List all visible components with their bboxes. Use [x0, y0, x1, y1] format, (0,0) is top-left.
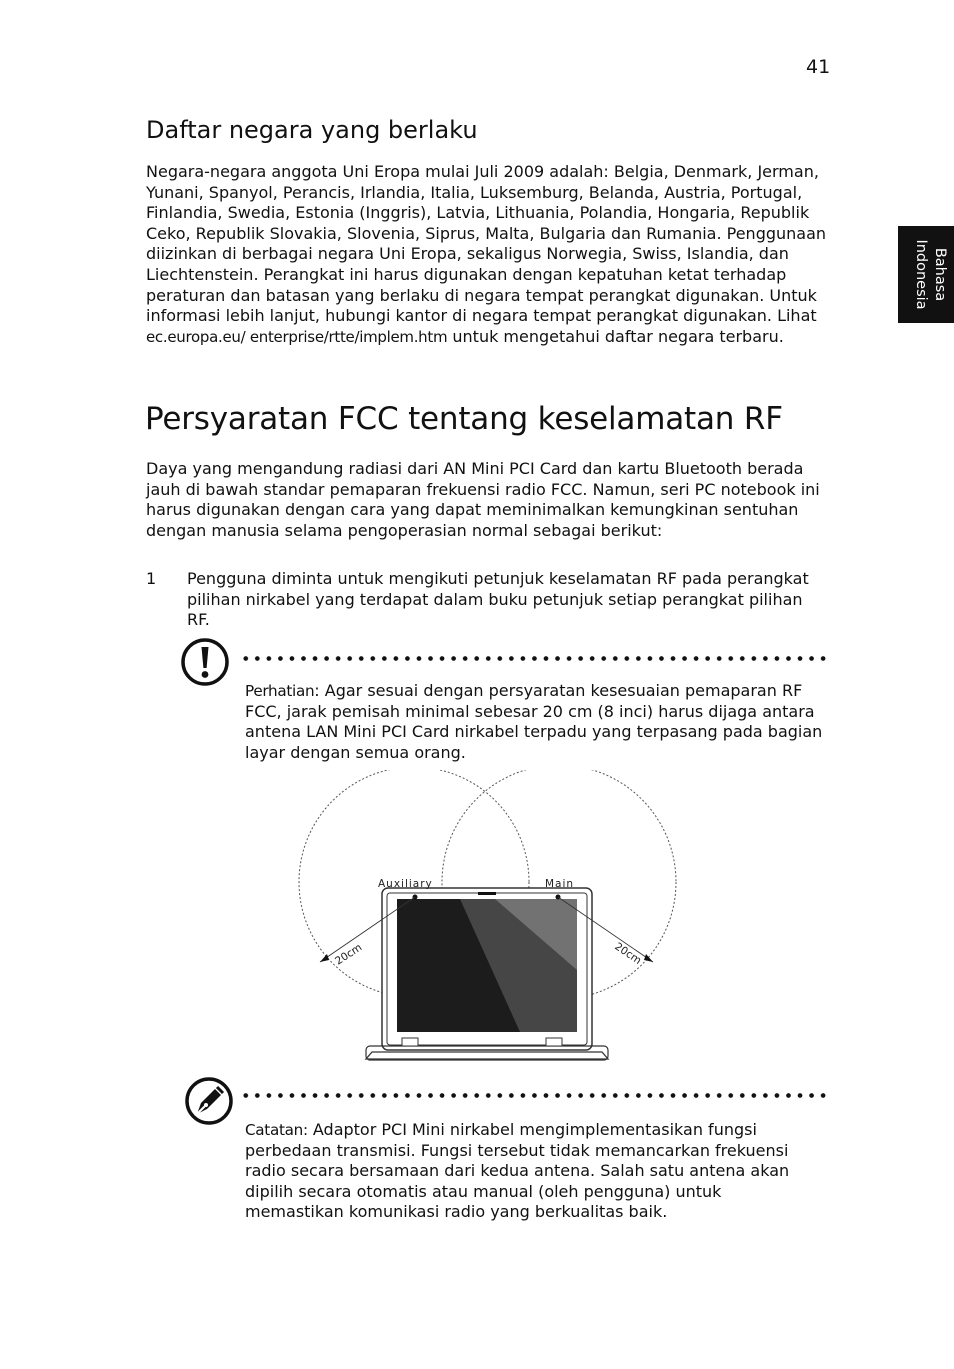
section-heading-countries: Daftar negara yang berlaku	[146, 116, 478, 144]
warning-label: Perhatian	[245, 682, 315, 700]
separator-dots	[240, 1093, 832, 1098]
separator-dots	[240, 656, 828, 661]
list-item-text: Pengguna diminta untuk mengikuti petunjuk keselamatan RF pada perangkat pilihan nirkabel yang terdapat dalam buku petunjuk setiap perangkat pilihan RF.	[187, 569, 809, 630]
countries-paragraph	[146, 162, 836, 347]
antenna-distance-diagram	[290, 770, 690, 1070]
language-side-tab	[898, 226, 954, 323]
section-heading-fcc: Persyaratan FCC tentang keselamatan RF	[145, 401, 783, 437]
warning-callout	[245, 681, 825, 763]
countries-text-end: untuk mengetahui daftar negara terbaru.	[447, 326, 784, 346]
main-label: Main	[545, 878, 575, 890]
note-callout	[245, 1120, 825, 1223]
exclamation-circle-icon	[180, 637, 230, 687]
pen-note-icon	[184, 1076, 234, 1126]
auxiliary-distance-label: 20cm	[333, 941, 365, 968]
eu-link[interactable]: ec.europa.eu/ enterprise/rtte/implem.htm	[146, 327, 448, 346]
main-distance-label: 20cm	[612, 940, 644, 967]
side-tab-line2: Indonesia	[913, 239, 929, 310]
page-number: 41	[806, 56, 831, 78]
auxiliary-label: Auxiliary	[378, 878, 433, 890]
note-text: Adaptor PCI Mini nirkabel mengimplementasikan fungsi perbedaan transmisi. Fungsi tersebut tidak memancarkan frekuensi radio secara bersamaan dari kedua antena. Salah satu antena akan dipilih secara otomatis atau manual (oleh pengguna) untuk memastikan komunikasi radio yang berkualitas baik.	[245, 1120, 790, 1222]
side-tab-label	[898, 226, 954, 323]
warning-text: : Agar sesuai dengan persyaratan kesesuaian pemaparan RF FCC, jarak pemisah minimal sebesar 20 cm (8 inci) harus dijaga antara antena LAN Mini PCI Card nirkabel terpadu yang terpasang pada bagian layar dengan semua orang.	[245, 681, 823, 762]
note-label: Catatan:	[245, 1121, 308, 1139]
fcc-paragraph: Daya yang mengandung radiasi dari AN Mini PCI Card dan kartu Bluetooth berada jauh di bawah standar pemaparan frekuensi radio FCC. Namun, seri PC notebook ini harus digunakan dengan cara yang dapat meminimalkan kemungkinan sentuhan dengan manusia selama pengoperasian normal sebagai berikut:	[146, 459, 820, 540]
webcam	[478, 892, 496, 895]
laptop-base	[366, 1052, 608, 1059]
countries-text: Negara-negara anggota Uni Eropa mulai Juli 2009 adalah: Belgia, Denmark, Jerman, Yunani, Spanyol, Perancis, Irlandia, Italia, Luksemburg, Belanda, Austria, Portugal, Finlandia, Swedia, Estonia (Inggris), Latvia, Lithuania, Polandia, Hongaria, Republik Ceko, Republik Slovakia, Slovenia, Siprus, Malta, Bulgaria dan Rumania. Penggunaan diizinkan di berbagai negara Uni Eropa, sekaligus Norwegia, Swiss, Islandia, dan Liechtenstein. Perangkat ini harus digunakan dengan kepatuhan ketat terhadap peraturan dan batasan yang berlaku di negara tempat perangkat digunakan. Untuk informasi lebih lanjut, hubungi kantor di negara tempat perangkat digunakan. Lihat	[146, 162, 827, 326]
side-tab-line1: Bahasa	[932, 247, 948, 302]
list-item-number: 1	[146, 569, 157, 588]
